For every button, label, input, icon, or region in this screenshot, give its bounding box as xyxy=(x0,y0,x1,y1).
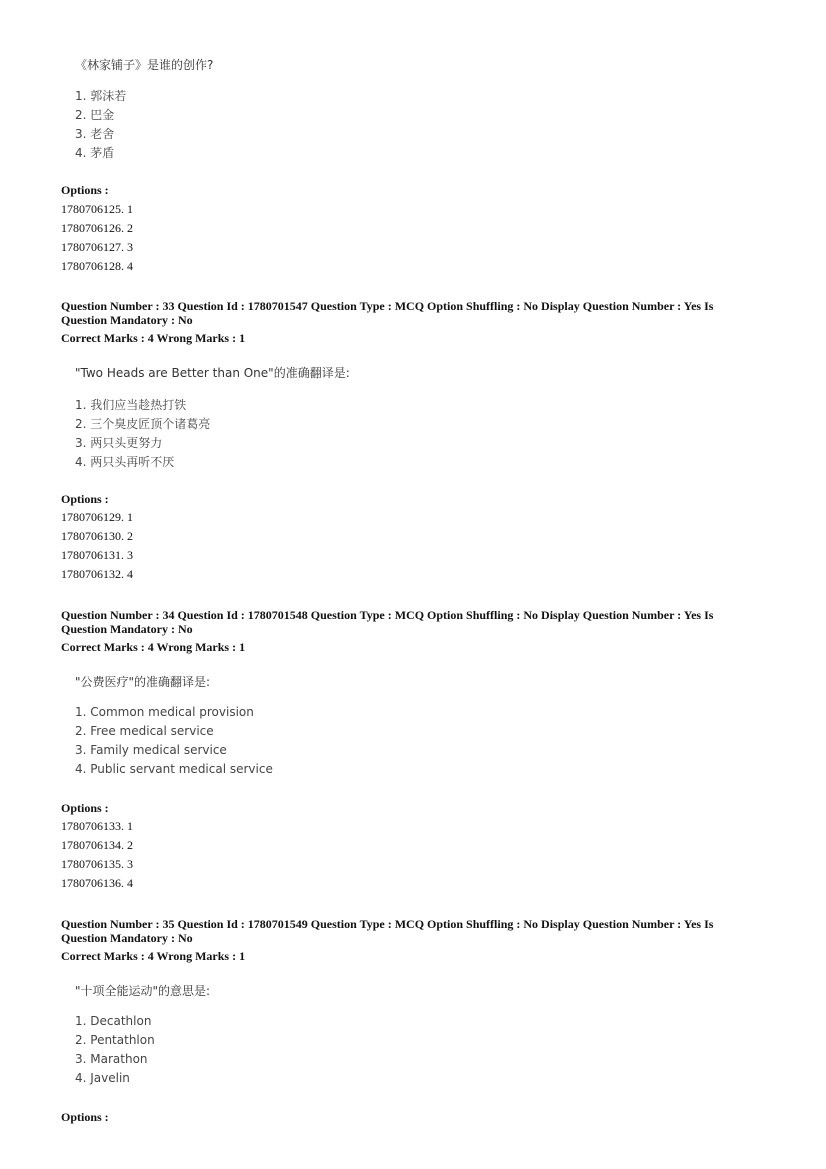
choice-4: 4. Public servant medical service xyxy=(75,762,273,776)
options-label: Options : xyxy=(61,801,109,815)
option-id: 1780706125. 1 xyxy=(61,202,133,216)
options-label: Options : xyxy=(61,183,109,197)
option-id: 1780706135. 3 xyxy=(61,857,133,871)
marks-line: Correct Marks : 4 Wrong Marks : 1 xyxy=(61,640,246,654)
marks-line: Correct Marks : 4 Wrong Marks : 1 xyxy=(61,949,246,963)
option-id: 1780706128. 4 xyxy=(61,259,133,273)
option-id: 1780706127. 3 xyxy=(61,240,133,254)
option-id: 1780706134. 2 xyxy=(61,838,133,852)
options-label: Options : xyxy=(61,492,109,506)
option-id: 1780706132. 4 xyxy=(61,567,133,581)
choice-3: 3. Marathon xyxy=(75,1052,148,1066)
choice-2: 2. 三个臭皮匠顶个诸葛亮 xyxy=(75,417,211,431)
question-text: "Two Heads are Better than One"的准确翻译是: xyxy=(75,366,350,380)
choice-4: 4. 茅盾 xyxy=(75,146,115,160)
question-text: "十项全能运动"的意思是: xyxy=(75,984,211,998)
option-id: 1780706136. 4 xyxy=(61,876,133,890)
question-mandatory-line: Question Mandatory : No xyxy=(61,931,193,945)
choice-3: 3. Family medical service xyxy=(75,743,227,757)
question-meta-line: Question Number : 33 Question Id : 1780701547 Question Type : MCQ Option Shuffling : No Display Question Number : Yes Is xyxy=(61,299,714,313)
option-id: 1780706131. 3 xyxy=(61,548,133,562)
choice-2: 2. Pentathlon xyxy=(75,1033,155,1047)
question-meta-line: Question Number : 34 Question Id : 1780701548 Question Type : MCQ Option Shuffling : No Display Question Number : Yes Is xyxy=(61,608,714,622)
choice-3: 3. 老舍 xyxy=(75,127,115,141)
option-id: 1780706129. 1 xyxy=(61,510,133,524)
choice-4: 4. 两只头再听不厌 xyxy=(75,455,175,469)
option-id: 1780706133. 1 xyxy=(61,819,133,833)
options-label: Options : xyxy=(61,1110,109,1124)
choice-2: 2. 巴金 xyxy=(75,108,115,122)
choice-1: 1. 我们应当趁热打铁 xyxy=(75,398,187,412)
question-text: 《林家铺子》是谁的创作? xyxy=(75,58,214,72)
choice-1: 1. Decathlon xyxy=(75,1014,152,1028)
choice-3: 3. 两只头更努力 xyxy=(75,436,163,450)
choice-1: 1. Common medical provision xyxy=(75,705,254,719)
choice-4: 4. Javelin xyxy=(75,1071,130,1085)
question-mandatory-line: Question Mandatory : No xyxy=(61,622,193,636)
choice-2: 2. Free medical service xyxy=(75,724,214,738)
marks-line: Correct Marks : 4 Wrong Marks : 1 xyxy=(61,331,246,345)
question-meta-line: Question Number : 35 Question Id : 1780701549 Question Type : MCQ Option Shuffling : No Display Question Number : Yes Is xyxy=(61,917,714,931)
option-id: 1780706126. 2 xyxy=(61,221,133,235)
question-mandatory-line: Question Mandatory : No xyxy=(61,313,193,327)
question-text: "公费医疗"的准确翻译是: xyxy=(75,675,211,689)
option-id: 1780706130. 2 xyxy=(61,529,133,543)
choice-1: 1. 郭沫若 xyxy=(75,89,127,103)
